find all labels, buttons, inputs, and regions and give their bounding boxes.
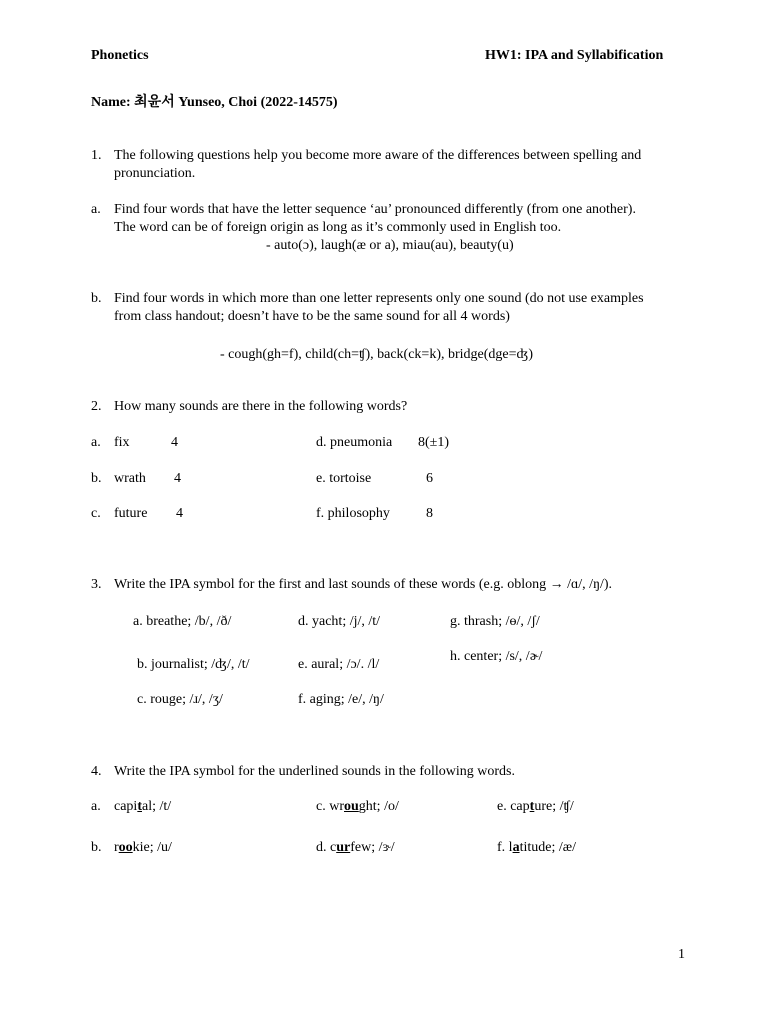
q2-count: 8 — [426, 506, 433, 521]
q1b-label: b. — [91, 291, 102, 306]
page-number: 1 — [678, 947, 685, 962]
underlined-sound: ou — [344, 799, 359, 814]
q3-item-a: a. breathe; /b/, /ð/ — [133, 614, 232, 629]
q4f-word: f. latitude; /æ/ — [497, 840, 576, 855]
q1-text-line2: pronunciation. — [114, 166, 196, 181]
q3-item-g: g. thrash; /ɵ/, /ʃ/ — [450, 614, 540, 629]
q2-word: d. pneumonia — [316, 435, 393, 450]
q2-word: future — [114, 506, 148, 521]
q4e-word: e. capture; /ʧ/ — [497, 799, 574, 814]
q2-number: 2. — [91, 399, 102, 414]
q3-item-c: c. rouge; /ɹ/, /ʒ/ — [137, 692, 223, 707]
q2-text: How many sounds are there in the following words? — [114, 399, 408, 414]
underlined-sound: t — [529, 799, 535, 814]
name-value: 최윤서 Yunseo, Choi (2022-14575) — [134, 95, 338, 110]
q2-row-label: a. — [91, 435, 101, 450]
name-label: Name: — [91, 95, 131, 110]
q2-word: wrath — [114, 471, 146, 486]
underlined-sound: oo — [118, 840, 133, 855]
q2-count: 4 — [174, 471, 181, 486]
q1a-label: a. — [91, 202, 101, 217]
q1b-line1: Find four words in which more than one letter represents only one sound (do not use examples — [114, 291, 644, 306]
q4a-label: a. — [91, 799, 101, 814]
q3-item-f: f. aging; /e/, /ŋ/ — [298, 692, 384, 707]
q2-count: 6 — [426, 471, 433, 486]
q3-item-h: h. center; /s/, /ɚ/ — [450, 649, 543, 664]
q1a-answer: - auto(ɔ), laugh(æ or a), miau(au), beauty(u) — [266, 238, 514, 253]
student-name — [91, 94, 338, 112]
q2-word: f. philosophy — [316, 506, 390, 521]
q3-item-d: d. yacht; /j/, /t/ — [298, 614, 381, 629]
q2-word: fix — [114, 435, 130, 450]
q4b-label: b. — [91, 840, 102, 855]
q3-text: Write the IPA symbol for the first and last sounds of these words (e.g. oblong → /ɑ/, /ŋ/). — [114, 577, 613, 592]
course-title: Phonetics — [91, 48, 149, 63]
underlined-sound: t — [137, 799, 142, 814]
q1a-line2: The word can be of foreign origin as long as it’s commonly used in English too. — [114, 220, 562, 235]
underlined-sound: a — [512, 840, 520, 855]
q2-row-label: b. — [91, 471, 102, 486]
q2-count: 4 — [171, 435, 178, 450]
q2-row-label: c. — [91, 506, 101, 521]
q4c-word: c. wrought; /o/ — [316, 799, 399, 814]
q1-number: 1. — [91, 148, 102, 163]
q3-item-e: e. aural; /ɔ/. /l/ — [298, 657, 380, 672]
q4d-word: d. curfew; /ɝ/ — [316, 840, 395, 855]
q4-number: 4. — [91, 764, 102, 779]
q3-number: 3. — [91, 577, 102, 592]
q4a-word: capital; /t/ — [114, 799, 172, 814]
underlined-sound: ur — [336, 840, 351, 855]
q4b-word: rookie; /u/ — [114, 840, 172, 855]
q1b-answer: - cough(gh=f), child(ch=ʧ), back(ck=k), bridge(dge=ʤ) — [220, 347, 534, 362]
assignment-title: HW1: IPA and Syllabification — [485, 48, 664, 63]
q1-text-line1: The following questions help you become more aware of the differences between spelling and — [114, 148, 642, 163]
q1a-line1: Find four words that have the letter sequence ‘au’ pronounced differently (from one another). — [114, 202, 636, 217]
q3-item-b: b. journalist; /ʤ/, /t/ — [137, 657, 250, 672]
q2-count: 8(±1) — [418, 435, 450, 450]
q1b-line2: from class handout; doesn’t have to be the same sound for all 4 words) — [114, 309, 510, 324]
q2-word: e. tortoise — [316, 471, 372, 486]
q4-text: Write the IPA symbol for the underlined sounds in the following words. — [114, 764, 515, 779]
q2-count: 4 — [176, 506, 183, 521]
